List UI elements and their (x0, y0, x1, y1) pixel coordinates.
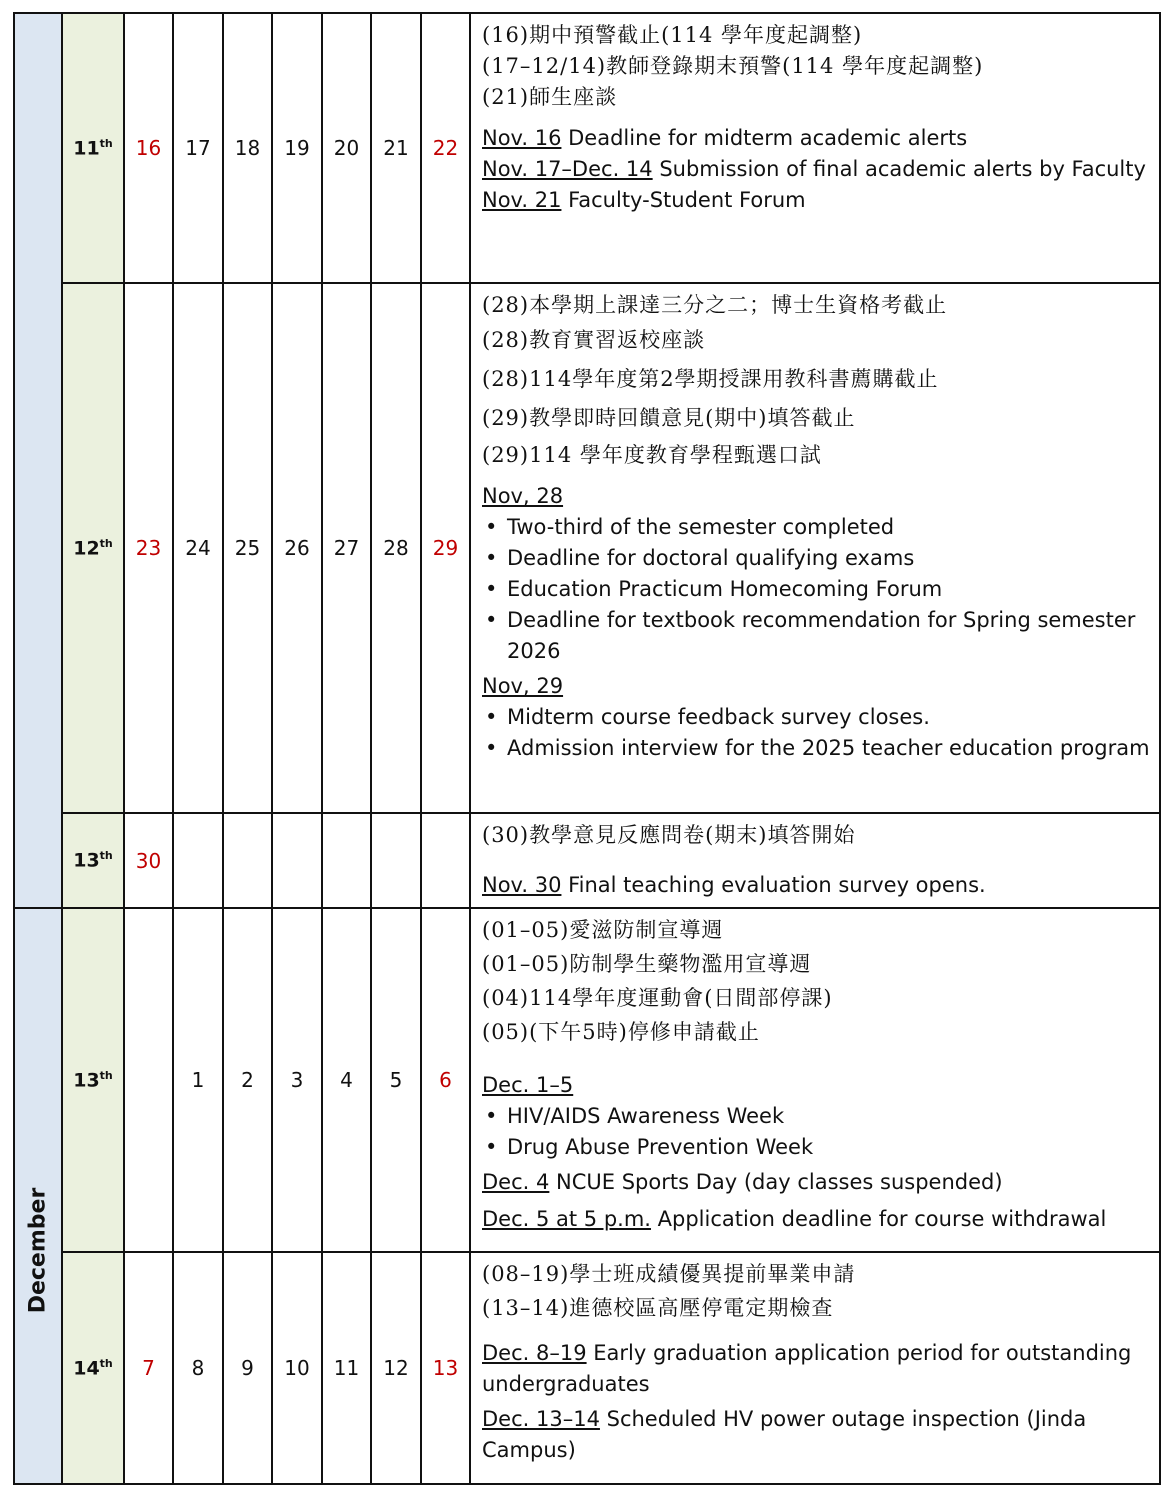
event-zh: (28)教育實習返校座談 (482, 328, 706, 352)
event-en: Dec. 8–19 Early graduation application period for outstanding undergraduates (482, 1341, 1132, 1396)
day-cell: 1 (173, 908, 223, 1252)
event-zh: (04)114學年度運動會(日間部停課) (482, 986, 833, 1010)
list-item: • Admission interview for the 2025 teacher education program (507, 733, 1153, 764)
day-cell: 18 (223, 13, 272, 283)
event-date: Nov, 28 (482, 484, 564, 508)
day-cell: 9 (223, 1252, 272, 1484)
events-cell (470, 283, 1160, 813)
day-cell (124, 908, 173, 1252)
week-number: 13th (62, 908, 124, 1252)
day-cell: 19 (272, 13, 322, 283)
day-cell: 25 (223, 283, 272, 813)
events-cell (470, 1252, 1160, 1484)
day-cell: 10 (272, 1252, 322, 1484)
event-zh: (13–14)進德校區高壓停電定期檢查 (482, 1296, 834, 1320)
day-cell: 23 (124, 283, 173, 813)
day-cell: 20 (322, 13, 371, 283)
day-cell (173, 813, 223, 908)
event-list (482, 702, 1153, 764)
day-cell (322, 813, 371, 908)
list-item: • Deadline for textbook recommendation for Spring semester 2026 (507, 605, 1153, 667)
calendar-table (13, 12, 1161, 1485)
month-cell-november (14, 13, 62, 908)
event-en: Nov. 30 Final teaching evaluation survey opens. (482, 873, 986, 897)
day-cell: 2 (223, 908, 272, 1252)
day-cell (272, 813, 322, 908)
event-list (482, 1101, 1153, 1163)
day-cell: 13 (421, 1252, 470, 1484)
day-cell (421, 813, 470, 908)
event-zh: (28)本學期上課達三分之二；博士生資格考截止 (482, 293, 948, 317)
day-cell: 22 (421, 13, 470, 283)
week-number: 13th (62, 813, 124, 908)
event-en: Nov. 21 Faculty-Student Forum (482, 188, 806, 212)
event-date: Nov, 29 (482, 674, 564, 698)
event-en: Nov. 17–Dec. 14 Submission of final academic alerts by Faculty (482, 157, 1146, 181)
table-row (14, 13, 1160, 283)
day-cell (371, 813, 421, 908)
event-zh: (08–19)學士班成績優異提前畢業申請 (482, 1262, 856, 1286)
list-item: • Midterm course feedback survey closes. (507, 702, 1153, 733)
week-number: 12th (62, 283, 124, 813)
events-cell (470, 813, 1160, 908)
day-cell: 3 (272, 908, 322, 1252)
day-cell: 4 (322, 908, 371, 1252)
list-item: • HIV/AIDS Awareness Week (507, 1101, 1153, 1132)
day-cell: 30 (124, 813, 173, 908)
day-cell: 28 (371, 283, 421, 813)
day-cell: 12 (371, 1252, 421, 1484)
day-cell: 11 (322, 1252, 371, 1484)
events-cell (470, 908, 1160, 1252)
event-en: Dec. 13–14 Scheduled HV power outage inspection (Jinda Campus) (482, 1407, 1087, 1462)
day-cell: 21 (371, 13, 421, 283)
events-cell (470, 13, 1160, 283)
day-cell: 27 (322, 283, 371, 813)
event-zh: (21)師生座談 (482, 85, 618, 109)
day-cell: 26 (272, 283, 322, 813)
list-item: • Drug Abuse Prevention Week (507, 1132, 1153, 1163)
event-en: Nov. 16 Deadline for midterm academic alerts (482, 126, 968, 150)
day-cell: 7 (124, 1252, 173, 1484)
list-item: • Education Practicum Homecoming Forum (507, 574, 1153, 605)
event-list (482, 512, 1153, 667)
event-zh: (17–12/14)教師登錄期末預警(114 學年度起調整) (482, 54, 984, 78)
event-en: Dec. 5 at 5 p.m. Application deadline for course withdrawal (482, 1207, 1107, 1231)
day-cell: 5 (371, 908, 421, 1252)
list-item: • Deadline for doctoral qualifying exams (507, 543, 1153, 574)
event-zh: (29)教學即時回饋意見(期中)填答截止 (482, 406, 856, 430)
event-zh: (01–05)防制學生藥物濫用宣導週 (482, 952, 812, 976)
week-number: 14th (62, 1252, 124, 1484)
month-cell-december (14, 908, 62, 1484)
month-label: December (25, 1187, 51, 1314)
table-row (14, 908, 1160, 1252)
event-zh: (16)期中預警截止(114 學年度起調整) (482, 23, 863, 47)
event-zh: (01–05)愛滋防制宣導週 (482, 918, 724, 942)
day-cell: 24 (173, 283, 223, 813)
week-number: 11th (62, 13, 124, 283)
day-cell: 8 (173, 1252, 223, 1484)
event-zh: (05)(下午5時)停修申請截止 (482, 1020, 760, 1044)
day-cell (223, 813, 272, 908)
list-item: • Two-third of the semester completed (507, 512, 1153, 543)
day-cell: 16 (124, 13, 173, 283)
day-cell: 17 (173, 13, 223, 283)
table-row (14, 813, 1160, 908)
event-zh: (28)114學年度第2學期授課用教科書薦購截止 (482, 367, 939, 391)
day-cell: 29 (421, 283, 470, 813)
event-zh: (29)114 學年度教育學程甄選口試 (482, 443, 822, 467)
day-cell: 6 (421, 908, 470, 1252)
table-row (14, 283, 1160, 813)
event-date: Dec. 1–5 (482, 1073, 574, 1097)
event-zh: (30)教學意見反應問卷(期末)填答開始 (482, 823, 856, 847)
event-en: Dec. 4 NCUE Sports Day (day classes suspended) (482, 1170, 1003, 1194)
table-row (14, 1252, 1160, 1484)
